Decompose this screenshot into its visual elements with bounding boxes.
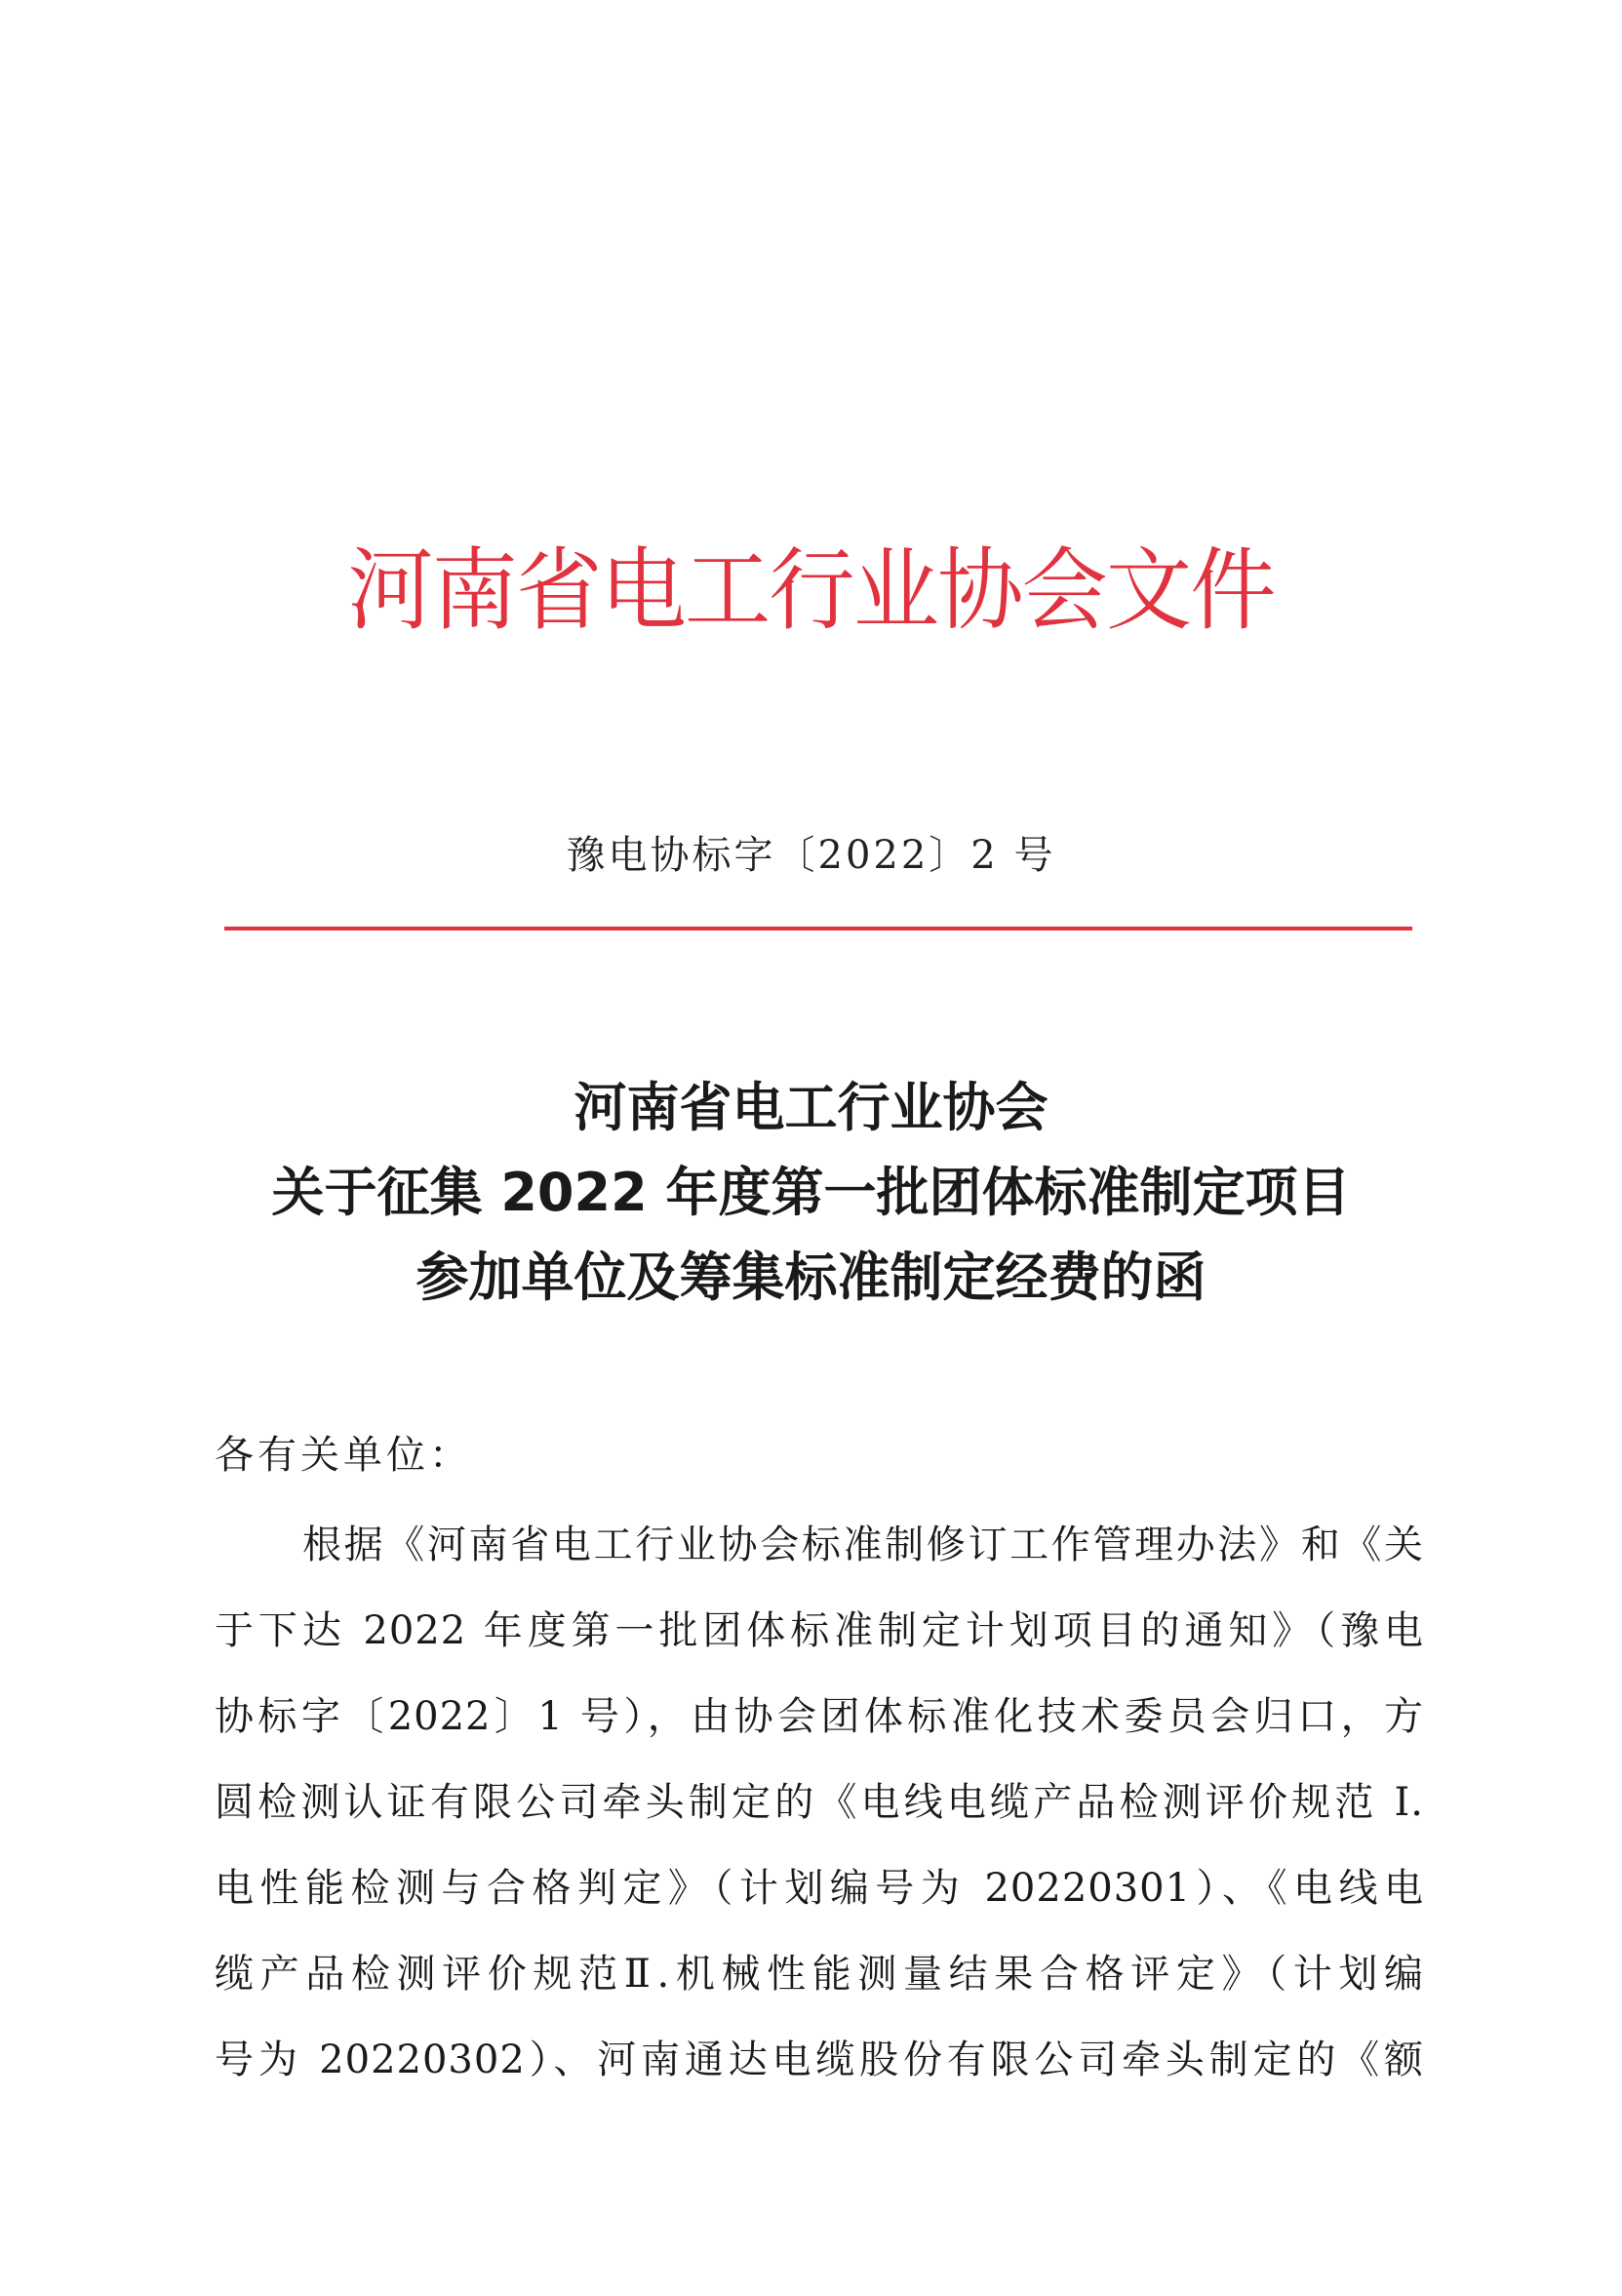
- body-line: 于下达 2022 年度第一批团体标准制定计划项目的通知》（豫电: [215, 1608, 1424, 1653]
- body-line: 圆检测认证有限公司牵头制定的《电线电缆产品检测评价规范 I.: [215, 1780, 1424, 1825]
- body-paragraph: [215, 1502, 1424, 2103]
- document-header-title: 河南省电工行业协会文件: [347, 538, 1275, 643]
- body-line: 电性能检测与合格判定》（计划编号为 20220301）、《电线电: [215, 1866, 1424, 1911]
- red-divider-line: [224, 927, 1412, 930]
- body-line: 号为 20220302）、河南通达电缆股份有限公司牵头制定的《额: [215, 2038, 1424, 2082]
- body-line: 协标字〔2022〕1 号），由协会团体标准化技术委员会归口，方: [215, 1694, 1424, 1739]
- letter-title: [0, 1065, 1622, 1320]
- title-line-3: 参加单位及筹集标准制定经费的函: [415, 1247, 1207, 1308]
- document-number: 豫电协标字〔2022〕2 号: [566, 833, 1056, 878]
- title-line-2: 关于征集 2022 年度第一批团体标准制定项目: [271, 1162, 1351, 1223]
- salutation: 各有关单位：: [215, 1433, 472, 1478]
- body-line: 根据《河南省电工行业协会标准制修订工作管理办法》和《关: [302, 1523, 1424, 1567]
- title-line-1: 河南省电工行业协会: [574, 1077, 1048, 1138]
- body-line: 缆产品检测评价规范Ⅱ.机械性能测量结果合格评定》（计划编: [215, 1952, 1424, 1997]
